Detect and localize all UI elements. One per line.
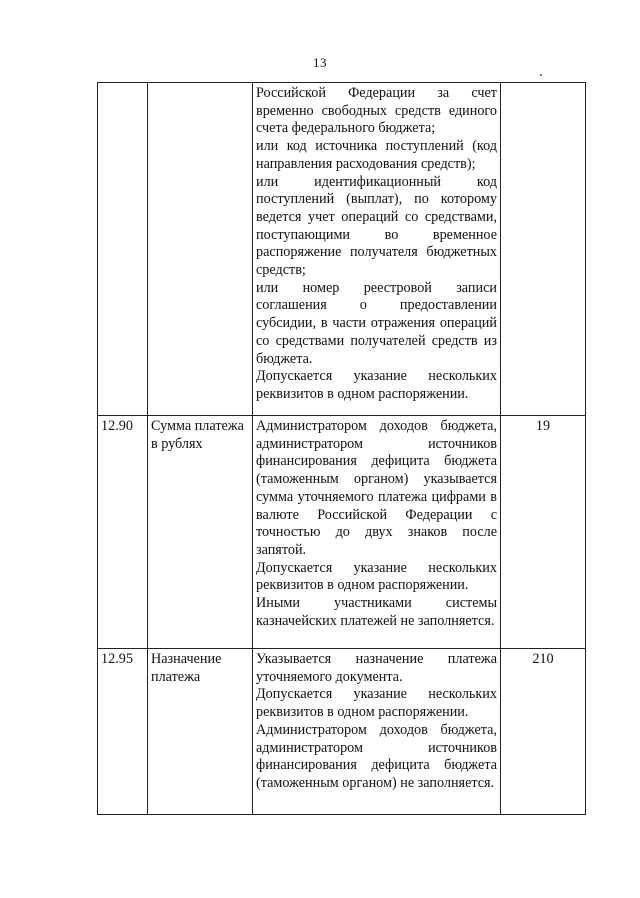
field-name-cell: Назначение платежа [148,649,253,815]
description-cell [253,649,501,815]
field-name-cell: Сумма платежа в рублях [148,416,253,649]
table-row [98,416,586,649]
field-code-cell: 19 [501,416,586,649]
description-paragraph: Администратором доходов бюджета, администратором источников финансирования дефицита бюджета (таможенным органом) не заполняется. [256,721,497,791]
requisites-table [97,82,586,815]
table-row [98,649,586,815]
description-paragraph: или идентификационный код поступлений (выплат), по которому ведется учет операций со средствами, поступающими во временное распоряжение получателя бюджетных средств; [256,173,497,279]
description-paragraph: или код источника поступлений (код направления расходования средств); [256,138,497,172]
description-paragraph: Допускается указание нескольких реквизитов в одном распоряжении. [256,686,497,721]
field-name-cell [148,83,253,416]
row-number-cell [98,83,148,416]
description-cell [253,83,501,416]
description-paragraph: Допускается указание нескольких реквизитов в одном распоряжении. [256,368,497,402]
field-code-cell: 210 [501,649,586,815]
scan-speck [540,74,542,76]
description-paragraph: Администратором доходов бюджета, администратором источников финансирования дефицита бюджета (таможенным органом) указывается сумма уточняемого платежа цифрами в валюте Российской Федерации с точностью до двух знаков после запятой. [256,418,497,558]
table-row [98,83,586,416]
description-paragraph: или номер реестровой записи соглашения о предоставлении субсидии, в части отражения операций со средствами получателей средств из бюджета. [256,279,497,367]
row-number-cell: 12.90 [98,416,148,649]
description-paragraph: Российской Федерации за счет временно свободных средств единого счета федерального бюджета; [256,85,497,137]
description-paragraph: Допускается указание нескольких реквизитов в одном распоряжении. [256,559,497,594]
description-paragraph: Указывается назначение платежа уточняемого документа. [256,651,497,685]
description-paragraph: Иными участниками системы казначейских платежей не заполняется. [256,595,497,629]
field-code-cell [501,83,586,416]
page-number: 13 [313,55,327,70]
row-number-cell: 12.95 [98,649,148,815]
description-cell [253,416,501,649]
